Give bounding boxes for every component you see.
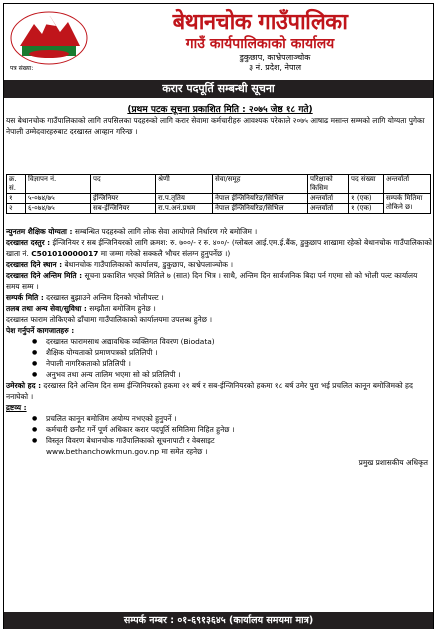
office-name: बेथानचोक गाउँपालिका xyxy=(172,10,348,35)
office-subtitle: गाउँ कार्यपालिकाको कार्यालय xyxy=(185,36,335,52)
table-cell: ६-०७४/७५ xyxy=(26,204,91,214)
table-row xyxy=(7,204,431,214)
list-item: ● प्रचलित कानून बमोजिम अयोग्य नभएको हुनुपर्ने । xyxy=(46,413,432,424)
signature: प्रमुख प्रशासकीय अधिकृत xyxy=(358,458,428,467)
table-cell: नेपाल ईन्जिनियरिङ/सिभिल xyxy=(213,194,308,204)
age-label: उमेरको हद : xyxy=(6,381,42,390)
table-header-row xyxy=(7,175,431,194)
website-link[interactable]: www.bethanchowkmun.gov.np xyxy=(46,447,160,456)
qualification-text: सम्बन्धित पदहरुको लागि लोक सेवा आयोगले निर्धारण गरे बमोजिम । xyxy=(74,227,258,236)
notes-list xyxy=(6,413,432,457)
table-cell: ईन्जिनियर xyxy=(91,194,156,204)
age-line xyxy=(6,380,432,402)
header-interview: अन्तर्वार्ता xyxy=(384,175,431,194)
header-service: सेवा/समूह xyxy=(213,175,308,194)
documents-label: पेश गर्नुपर्ने कागजातहरु : xyxy=(6,326,75,335)
account-number: C501010000017 xyxy=(31,249,99,258)
deadline-line xyxy=(6,270,432,292)
deadline-text: सूचना प्रकाशित भएको मितिले ७ (सात) दिन भित्र । साथै, अन्तिम दिन सार्वजनिक बिदा पर्न गएमा सो को भोली पल्ट कार्यालय समय सम्म । xyxy=(6,271,418,291)
list-item: ● दरखास्त फारामसाथ अद्यावधिक व्यक्तिगत विवरण (Biodata) xyxy=(46,336,432,347)
notice-subtitle: (प्रथम पटक सूचना प्रकाशित मिति : २०७५ जेष्ठ १८ गते) xyxy=(127,105,313,115)
list-item: ● शैक्षिक योग्यताको प्रमाणपत्रको प्रतिलिपी । xyxy=(46,347,432,358)
table-cell: सब-ईन्जिनियर xyxy=(91,204,156,214)
intro-paragraph: यस बेथानचोक गाउँपालिकाको लागि तपसिलका पदहरुको लागि करार सेवामा कर्मचारीहरु आवश्यक परेकाले २०७५ आषाढ मसान्त सम्मको लागि योग्यता पुगेका नेपाली उम्मेदवारहरुबाट दरखास्त आव्हान गरिन्छ । xyxy=(6,116,425,136)
details-section xyxy=(6,226,432,468)
table-cell: १ (एक) xyxy=(349,194,384,204)
list-item: ● नेपाली नागरिकताको प्रतिलिपी । xyxy=(46,358,432,369)
header-exam-type: परिक्षाको किसिम xyxy=(308,175,349,194)
fee-text: ईन्जिनियर र सब ईन्जिनियरको लागि क्रमश: रु. ७००/- र रु. ४००/- (ग्लोबल आई.एम.ई.बैंक, डुकुछाप शाखामा रहेको बेथानचोक गाउँपालिकाको खाता नं. xyxy=(6,238,432,258)
header-post: पद xyxy=(91,175,156,194)
table-cell: १ (एक) xyxy=(349,204,384,214)
salary-text: सम्झौता बमोजिम हुनेछ । xyxy=(89,304,156,313)
nepal-emblem-logo xyxy=(8,6,90,66)
header-sn: क्र. सं. xyxy=(7,175,26,194)
fee-line xyxy=(6,237,432,259)
table-cell: रा.प.अनं.प्रथम xyxy=(156,204,213,214)
contact-date-line xyxy=(6,292,432,303)
website-tail: मा समेत रहनेछ । xyxy=(161,447,208,456)
contact-footer: सम्पर्क नम्बर : ०१-६९१३६४५ (कार्यालय समयमा मात्र) xyxy=(4,612,433,629)
address-line-1: डुकुछाप, काभ्रेपलाञ्चोक xyxy=(239,53,311,62)
salary-label: तलब तथा अन्य सेवा/सुविधा : xyxy=(6,304,87,313)
table-cell: १ xyxy=(7,194,26,204)
salary-line xyxy=(6,303,432,314)
list-item xyxy=(46,435,432,457)
contact-date-label: सम्पर्क मिति : xyxy=(6,293,44,302)
header-ad-no: विज्ञापन नं. xyxy=(26,175,91,194)
header-post-count: पद संख्या xyxy=(349,175,384,194)
contact-date-text: दरखास्त बुझाउने अन्तिम दिनको भोलीपल्ट । xyxy=(46,293,164,302)
documents-list xyxy=(6,336,432,380)
table-cell: ५-०७४/७५ xyxy=(26,194,91,204)
qualification-label: न्युनतम शैक्षिक योग्यता : xyxy=(6,227,73,236)
age-text: दरखास्त दिने अन्तिम दिन सम्म ईन्जिनियरको हकमा २१ बर्ष र सब-ईन्जिनियरको हकमा १८ बर्ष उमेर पुरा भई प्रचलित कानून बमोजिमको हद ननाघेको । xyxy=(6,381,413,401)
table-cell: २ xyxy=(7,204,26,214)
table-cell-interview-note: सम्पर्क मितिमा तोकिने छ। xyxy=(384,194,431,214)
place-text: बेथानचोक गाउँपालिकाको कार्यालय, डुकुछाप, काभ्रेपलाञ्चोक । xyxy=(64,260,234,269)
table-cell: रा.प.तृतिय xyxy=(156,194,213,204)
vacancy-table xyxy=(6,174,431,214)
header-level: श्रेणी xyxy=(156,175,213,194)
fee-tail: मा जम्मा गरेको सक्कलै भौचर संलग्न हुनुपर्नेछ ।) xyxy=(100,249,231,258)
place-line xyxy=(6,259,432,270)
table-cell: अन्तर्वार्ता xyxy=(308,194,349,204)
qualification-line xyxy=(6,226,432,237)
table-row xyxy=(7,194,431,204)
table-cell: नेपाल ईन्जिनियरिङ/सिभिल xyxy=(213,204,308,214)
list-item: ● कर्मचारी छनौट गर्ने पूर्ण अधिकार करार पदपूर्ति समितिमा निहित हुनेछ । xyxy=(46,424,432,435)
address-line-2: ३ नं. प्रदेश, नेपाल xyxy=(248,63,302,72)
table-cell: अन्तर्वार्ता xyxy=(308,204,349,214)
deadline-label: दरखास्त दिने अन्तिम मिति : xyxy=(6,271,83,280)
place-label: दरखास्त दिने स्थान : xyxy=(6,260,63,269)
fee-label: दरखास्त दस्तुर : xyxy=(6,238,51,247)
form-note: दरखास्त फाराम तोकिएको ढाँचामा गाउँपालिकाको कार्यालयमा उपलब्ध हुनेछ । xyxy=(6,315,213,324)
list-item: ● अनुभव तथा अन्य तालिम भएमा सो को प्रतिलिपी । xyxy=(46,369,432,380)
note-text: विस्तृत विवरण बेथानचोक गाउँपालिकाको सूचनापाटी र वेबसाइट xyxy=(46,436,215,445)
notes-label: द्रष्टव्य : xyxy=(6,403,27,412)
reference-label: पत्र संख्या: xyxy=(10,65,34,72)
notice-title: करार पदपूर्ति सम्बन्धी सूचना xyxy=(4,80,433,98)
